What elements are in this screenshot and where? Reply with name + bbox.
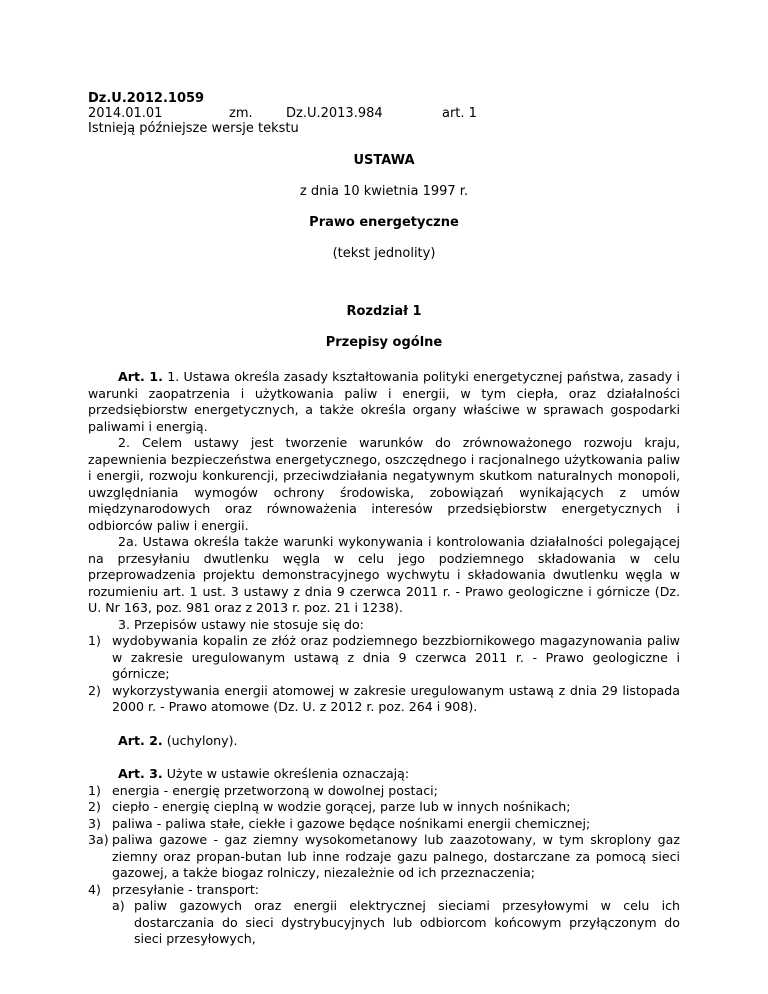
art1-item-1-num: 1): [88, 633, 101, 648]
act-name: Prawo energetyczne: [309, 215, 459, 230]
act-note: (tekst jednolity): [332, 246, 436, 261]
art2-label: Art. 2.: [118, 732, 163, 748]
version-article: art. 1: [442, 106, 477, 121]
art3-intro-text: Użyte w ustawie określenia oznaczają:: [166, 766, 410, 781]
art1-item-1-text: wydobywania kopalin ze złóż oraz podziemnego bezzbiornikowego magazynowania paliw w zakresie uregulowanym ustawą z dnia 9 czerwca 2011 r. - Prawo geologiczne i górnicze;: [112, 633, 680, 681]
art3-item-3-num: 3): [88, 815, 101, 831]
art3-item-2-num: 2): [88, 799, 101, 814]
art3-item-3-text: paliwa - paliwa stałe, ciekłe i gazowe będące nośnikami energii chemicznej;: [112, 815, 591, 831]
art2-text: (uchylony).: [166, 732, 238, 748]
art1-item-2-text: wykorzystywania energii atomowej w zakresie uregulowanym ustawą z dnia 29 listopada 2000 r. - Prawo atomowe (Dz. U. z 2012 r. poz. 264 i 908).: [112, 682, 680, 714]
art1-para1: [88, 369, 680, 435]
art1-item-1: [88, 633, 680, 683]
version-amendment: Dz.U.2013.984: [286, 106, 383, 121]
journal-reference: Dz.U.2012.1059: [88, 91, 205, 106]
act-date: z dnia 10 kwietnia 1997 r.: [299, 184, 469, 199]
art3-item-4: [88, 882, 680, 899]
art3-label: Art. 3.: [118, 766, 163, 781]
art3-item-4-num: 4): [88, 881, 101, 897]
art3-item-3a-text: paliwa gazowe - gaz ziemny wysokometanowy lub zaazotowany, w tym skroplony gaz ziemny oraz propan-butan lub inne rodzaje gazu palnego, dostarczane za pomocą sieci gazowej, a także biogaz rolniczy, niezależnie od ich przeznaczenia;: [112, 832, 680, 880]
art1-para1-text: 1. Ustawa określa zasady kształtowania polityki energetycznej państwa, zasady i warunki zaopatrzenia i użytkowania paliw i energii, w tym ciepła, oraz działalności przedsiębiorstw energetycznych, a także określa organy właściwe w sprawach gospodarki paliwami i energią.: [88, 369, 680, 434]
art1-label: Art. 1.: [118, 369, 163, 384]
art3-intro: [88, 766, 680, 783]
version-date: 2014.01.01: [88, 106, 163, 121]
art3-item-1: [88, 783, 680, 800]
art3-item-1-text: energia - energię przetworzoną w dowolnej postaci;: [112, 782, 438, 798]
art1-item-2-num: 2): [88, 682, 101, 698]
art1-item-2: [88, 683, 680, 716]
art3-item-1-num: 1): [88, 782, 101, 798]
art1-para2a: 2a. Ustawa określa także warunki wykonywania i kontrolowania działalności polegającej na przesyłaniu dwutlenku węgla w celu jego podziemnego składowania w celu przeprowadzenia projektu demonstracyjnego wychwytu i składowania dwutlenku węgla w rozumieniu art. 1 ust. 3 ustawy z dnia 9 czerwca 2011 r. - Prawo geologiczne i górnicze (Dz. U. Nr 163, poz. 981 oraz z 2013 r. poz. 21 i 1238).: [88, 534, 680, 615]
art1-para3: 3. Przepisów ustawy nie stosuje się do:: [118, 616, 364, 632]
version-zm: zm.: [229, 106, 253, 121]
chapter-number: Rozdział 1: [346, 304, 422, 319]
act-type: USTAWA: [353, 153, 415, 168]
version-line: [88, 106, 488, 122]
art3-item-3a-num: 3a): [88, 832, 109, 847]
art3-item-2: [88, 799, 680, 816]
article-text: [88, 369, 680, 948]
art3-item-2-text: ciepło - energię cieplną w wodzie gorącej, parze lub w innych nośnikach;: [112, 799, 571, 814]
art3-item-4-text: przesyłanie - transport:: [112, 881, 260, 897]
chapter-title: Przepisy ogólne: [325, 335, 443, 350]
later-versions-note: Istnieją późniejsze wersje tekstu: [88, 121, 299, 136]
art3-item-4a: [88, 898, 680, 948]
art3-item-4a-num: a): [112, 898, 125, 913]
art1-para2: 2. Celem ustawy jest tworzenie warunków do zrównoważonego rozwoju kraju, zapewnienia bezpieczeństwa energetycznego, oszczędnego i racjonalnego użytkowania paliw i energii, rozwoju konkurencji, przeciwdziałania negatywnym skutkom naturalnych monopoli, uwzględniania wymogów ochrony środowiska, zobowiązań wynikających z umów międzynarodowych oraz równoważenia interesów przedsiębiorstw energetycznych i odbiorców paliw i energii.: [88, 435, 680, 533]
art3-item-3: [88, 816, 680, 833]
art3-item-3a: [88, 832, 680, 882]
art3-item-4a-text: paliw gazowych oraz energii elektrycznej sieciami przesyłowymi w celu ich dostarczania do sieci dystrybucyjnych lub odbiorcom końcowym przyłączonym do sieci przesyłowych,: [134, 898, 680, 946]
art2-para: [88, 733, 680, 750]
